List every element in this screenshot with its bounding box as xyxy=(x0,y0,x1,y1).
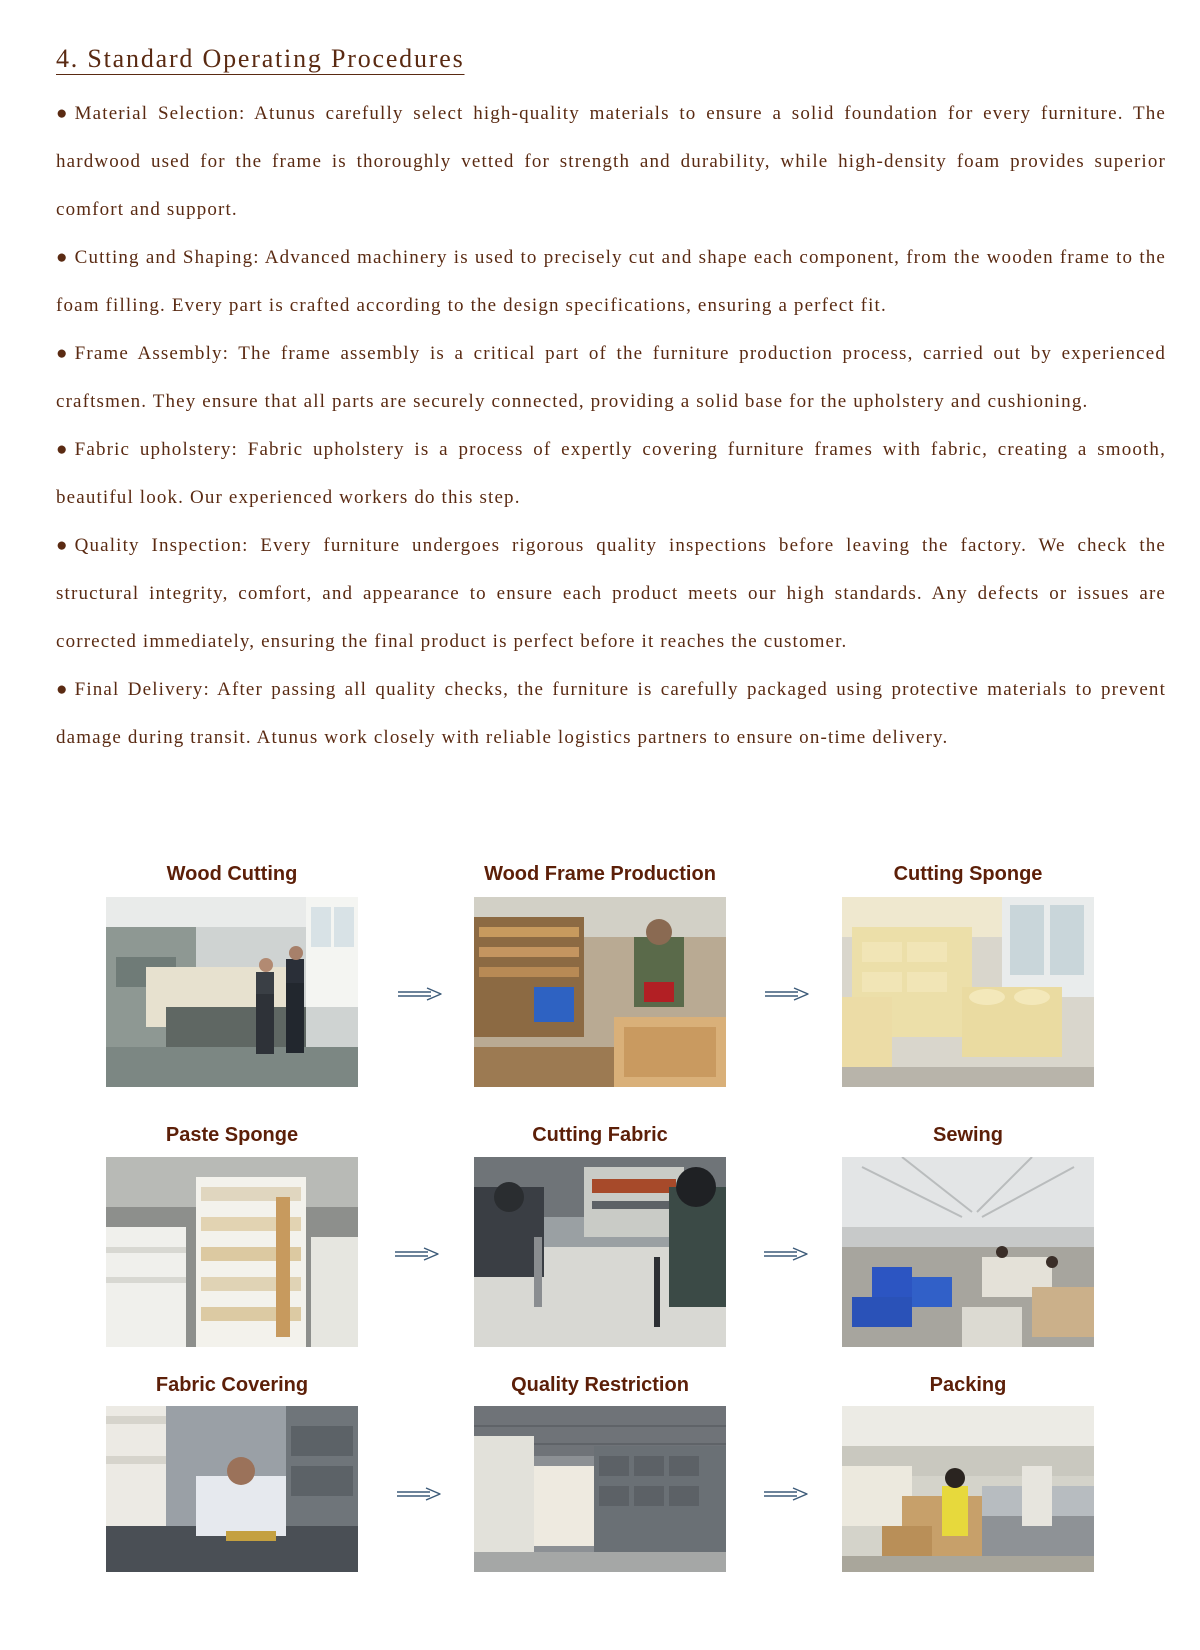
procedure-item xyxy=(56,234,1166,330)
bullet-icon: ● xyxy=(56,535,69,556)
step-title: Cutting Fabric xyxy=(532,1124,668,1146)
right-arrow-icon xyxy=(394,1247,440,1261)
step-title: Paste Sponge xyxy=(165,1124,299,1146)
procedures-list xyxy=(56,90,1166,762)
bullet-icon: ● xyxy=(56,439,69,460)
procedure-text: Cutting and Shaping: Advanced machinery is used to precisely cut and shape each component, from the wooden frame to the foam filling. Every part is crafted according to the design specifications, ensuring a perfect fit. xyxy=(56,247,1166,316)
bullet-icon: ● xyxy=(56,343,69,364)
procedure-text: Final Delivery: After passing all quality checks, the furniture is carefully packaged using protective materials to prevent damage during transit. Atunus work closely with reliable logistics partners to ensure on-time delivery. xyxy=(56,679,1166,748)
right-arrow-icon xyxy=(763,1487,809,1501)
step-title: Wood Frame Production xyxy=(484,863,716,885)
step-title: Sewing xyxy=(932,1124,1003,1146)
bullet-icon: ● xyxy=(56,103,69,124)
procedure-text: Quality Inspection: Every furniture undergoes rigorous quality inspections before leaving the factory. We check the structural integrity, comfort, and appearance to ensure each product meets our high standards. Any defects or issues are corrected immediately, ensuring the final product is perfect before it reaches the customer. xyxy=(56,535,1166,652)
packing-photo xyxy=(842,1406,1094,1572)
step-sewing xyxy=(842,1118,1094,1152)
step-paste-sponge xyxy=(106,1118,358,1152)
right-arrow-icon xyxy=(396,1487,442,1501)
procedure-item xyxy=(56,330,1166,426)
step-cutting-sponge xyxy=(842,857,1094,891)
step-title: Quality Restriction xyxy=(511,1374,689,1396)
procedure-text: Fabric upholstery: Fabric upholstery is a process of expertly covering furniture frames with fabric, creating a smooth, beautiful look. Our experienced workers do this step. xyxy=(56,439,1166,508)
cutting-sponge-photo xyxy=(842,897,1094,1087)
quality-restriction-photo xyxy=(474,1406,726,1572)
procedure-text: Frame Assembly: The frame assembly is a critical part of the furniture production process, carried out by experienced craftsmen. They ensure that all parts are securely connected, providing a solid base for the upholstery and cushioning. xyxy=(56,343,1166,412)
section-title: 4. Standard Operating Procedures xyxy=(56,44,465,73)
wood-cutting-photo xyxy=(106,897,358,1087)
procedure-item xyxy=(56,666,1166,762)
fabric-covering-photo xyxy=(106,1406,358,1572)
step-cutting-fabric xyxy=(474,1118,726,1152)
procedure-text: Material Selection: Atunus carefully select high-quality materials to ensure a solid foundation for every furniture. The hardwood used for the frame is thoroughly vetted for strength and durability, while high-density foam provides superior comfort and support. xyxy=(56,103,1166,220)
step-wood-cutting xyxy=(106,857,358,891)
bullet-icon: ● xyxy=(56,679,69,700)
step-title: Packing xyxy=(929,1374,1007,1396)
right-arrow-icon xyxy=(764,987,810,1001)
step-title: Cutting Sponge xyxy=(893,863,1043,885)
right-arrow-icon xyxy=(763,1247,809,1261)
step-packing xyxy=(842,1368,1094,1402)
bullet-icon: ● xyxy=(56,247,69,268)
right-arrow-icon xyxy=(397,987,443,1001)
procedure-item xyxy=(56,90,1166,234)
step-wood-frame-production xyxy=(474,857,726,891)
procedure-item xyxy=(56,522,1166,666)
step-title: Fabric Covering xyxy=(155,1374,309,1396)
cutting-fabric-photo xyxy=(474,1157,726,1347)
step-quality-restriction xyxy=(474,1368,726,1402)
procedure-item xyxy=(56,426,1166,522)
paste-sponge-photo xyxy=(106,1157,358,1347)
wood-frame-production-photo xyxy=(474,897,726,1087)
sewing-photo xyxy=(842,1157,1094,1347)
step-title: Wood Cutting xyxy=(166,863,298,885)
step-fabric-covering xyxy=(106,1368,358,1402)
